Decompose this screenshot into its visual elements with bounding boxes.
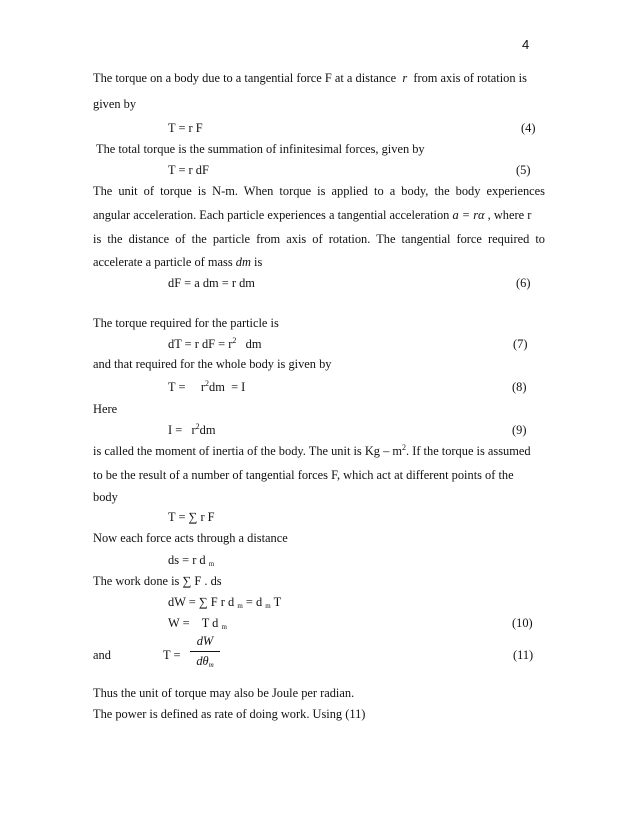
equation-dw: dW = ∑ F r d $_m$ = d $_m$ T bbox=[168, 595, 282, 610]
equation-number: (7) bbox=[513, 337, 528, 351]
paragraph-line: The power is defined as rate of doing work. Using (11) bbox=[93, 707, 366, 721]
paragraph-line: to be the result of a number of tangential forces F, which act at different points of the bbox=[93, 468, 514, 482]
equation-11-fraction bbox=[190, 634, 220, 669]
paragraph-line: The unit of torque is N-m. When torque is applied to a body, the body experiences bbox=[93, 184, 545, 198]
fraction-numerator: dW bbox=[196, 634, 214, 648]
paragraph-line: Here bbox=[93, 402, 118, 416]
equation-sum: T = ∑ r F bbox=[168, 510, 215, 524]
paragraph-line: given by bbox=[93, 97, 137, 111]
equation-4: T = r F bbox=[168, 121, 203, 135]
equation-5: T = r dF bbox=[168, 163, 209, 177]
paragraph-line: The torque required for the particle is bbox=[93, 316, 279, 330]
equation-number: (10) bbox=[512, 616, 533, 630]
paragraph-line: and bbox=[93, 648, 111, 662]
paragraph-line: and that required for the whole body is given by bbox=[93, 357, 332, 371]
paragraph-line: is called the moment of inertia of the body. The unit is Kg – $m^2$. If the torque is assumed bbox=[93, 443, 531, 458]
equation-7: dT = r dF = $r^2$ dm bbox=[168, 336, 262, 351]
paragraph-line: is the distance of the particle from axis of rotation. The tangential force required to bbox=[93, 232, 545, 246]
fraction-bar bbox=[190, 651, 220, 652]
paragraph-line: body bbox=[93, 490, 118, 504]
paragraph-line: Now each force acts through a distance bbox=[93, 531, 288, 545]
equation-number: (8) bbox=[512, 380, 527, 394]
equation-ds: ds = r d $_m$ bbox=[168, 553, 215, 568]
paragraph-line: accelerate a particle of mass dm is bbox=[93, 255, 263, 269]
equation-6: dF = a dm = r dm bbox=[168, 276, 255, 290]
page-number: 4 bbox=[522, 37, 530, 52]
paragraph-line: angular acceleration. Each particle experiences a tangential acceleration a = rα , where r bbox=[93, 208, 532, 222]
equation-number: (6) bbox=[516, 276, 531, 290]
paragraph-line: Thus the unit of torque may also be Joule per radian. bbox=[93, 686, 355, 700]
equation-9: $I = r^2dm$ bbox=[168, 422, 216, 437]
equation-number: (5) bbox=[516, 163, 531, 177]
equation-number: (9) bbox=[512, 423, 527, 437]
equation-10: W = T d $_m$ bbox=[168, 616, 227, 631]
fraction-denominator: $d\theta_m$ bbox=[196, 654, 214, 669]
equation-number: (4) bbox=[521, 121, 536, 135]
equation-number: (11) bbox=[513, 648, 534, 662]
equation-11-lhs: T = bbox=[163, 648, 181, 662]
paragraph-line: The torque on a body due to a tangential force F at a distance r from axis of rotation is bbox=[93, 71, 527, 85]
paragraph-line: The total torque is the summation of infinitesimal forces, given by bbox=[96, 142, 425, 156]
equation-8: T = $r^2dm = I$ bbox=[168, 379, 246, 394]
paragraph-line: The work done is ∑ F . ds bbox=[93, 574, 222, 588]
